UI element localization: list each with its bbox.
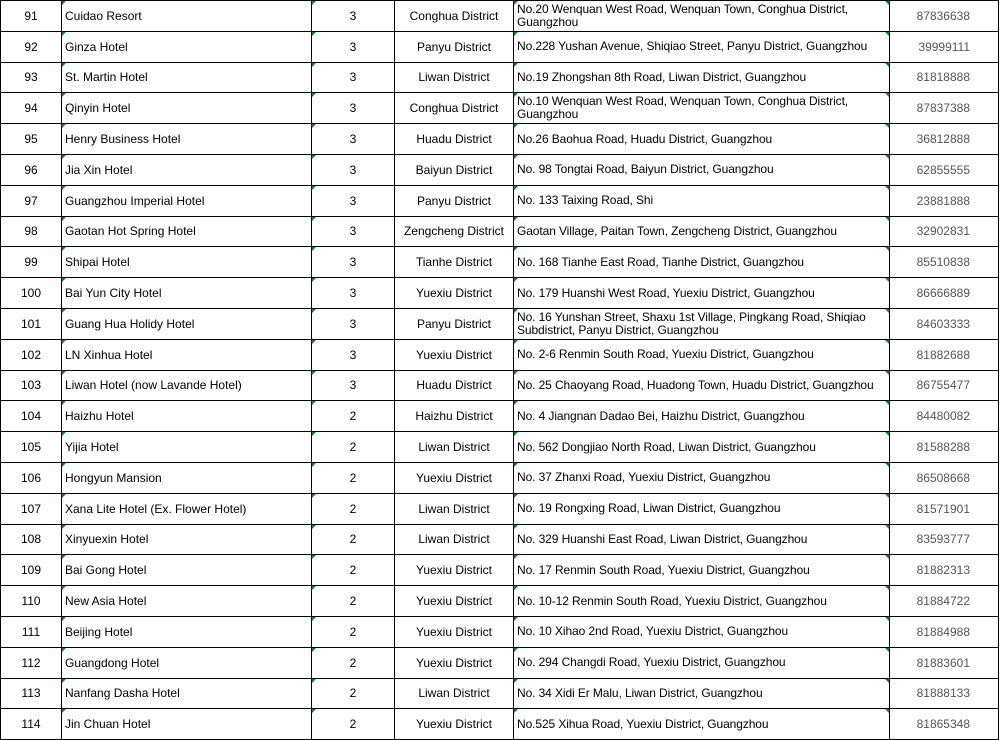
district-cell[interactable]: Yuexiu District [395,647,514,678]
row-number-cell[interactable]: 104 [1,401,62,432]
star-rating-cell[interactable]: 2 [312,432,395,463]
table-row [1,93,999,124]
star-rating-cell[interactable]: 3 [312,185,395,216]
district-cell[interactable]: Zengcheng District [395,216,514,247]
phone-cell[interactable]: 86508668 [890,462,999,493]
row-number-cell[interactable]: 112 [1,647,62,678]
address-cell[interactable]: No.20 Wenquan West Road, Wenquan Town, Conghua District, Guangzhou [514,1,890,32]
phone-cell[interactable]: 62855555 [890,154,999,185]
district-cell[interactable]: Yuexiu District [395,462,514,493]
address-cell[interactable]: No. 294 Changdi Road, Yuexiu District, Guangzhou [514,647,890,678]
row-number-cell[interactable]: 94 [1,93,62,124]
hotel-name-cell[interactable]: Liwan Hotel (now Lavande Hotel) [62,370,312,401]
table-body [1,1,999,740]
district-cell[interactable]: Panyu District [395,185,514,216]
star-rating-cell[interactable]: 3 [312,93,395,124]
star-rating-cell[interactable]: 3 [312,339,395,370]
district-cell[interactable]: Yuexiu District [395,555,514,586]
address-cell[interactable]: No. 34 Xidi Er Malu, Liwan District, Guangzhou [514,678,890,709]
row-number-cell[interactable]: 96 [1,154,62,185]
hotel-name-cell[interactable]: Qinyin Hotel [62,93,312,124]
table-row [1,31,999,62]
address-cell[interactable]: No. 16 Yunshan Street, Shaxu 1st Village, Pingkang Road, Shiqiao Subdistrict, Panyu District, Guangzhou [514,308,890,339]
row-number-cell[interactable]: 105 [1,432,62,463]
district-cell[interactable]: Conghua District [395,1,514,32]
star-rating-cell[interactable]: 3 [312,124,395,155]
hotel-name-cell[interactable]: Beijing Hotel [62,616,312,647]
address-cell[interactable]: No. 98 Tongtai Road, Baiyun District, Guangzhou [514,154,890,185]
table-row [1,216,999,247]
district-cell[interactable]: Yuexiu District [395,709,514,740]
table-row [1,616,999,647]
hotel-name-cell[interactable]: Bai Gong Hotel [62,555,312,586]
hotel-name-cell[interactable]: Cuidao Resort [62,1,312,32]
district-cell[interactable]: Liwan District [395,524,514,555]
district-cell[interactable]: Liwan District [395,62,514,93]
row-number-cell[interactable]: 113 [1,678,62,709]
table-row [1,339,999,370]
hotel-name-cell[interactable]: Gaotan Hot Spring Hotel [62,216,312,247]
phone-cell[interactable]: 81884988 [890,616,999,647]
star-rating-cell[interactable]: 3 [312,278,395,309]
hotel-name-cell[interactable]: New Asia Hotel [62,586,312,617]
table-row [1,586,999,617]
phone-cell[interactable]: 81883601 [890,647,999,678]
address-cell[interactable]: No.19 Zhongshan 8th Road, Liwan District, Guangzhou [514,62,890,93]
star-rating-cell[interactable]: 3 [312,154,395,185]
phone-cell[interactable]: 81882313 [890,555,999,586]
row-number-cell[interactable]: 100 [1,278,62,309]
hotel-name-cell[interactable]: Ginza Hotel [62,31,312,62]
star-rating-cell[interactable]: 3 [312,62,395,93]
address-cell[interactable]: No. 562 Dongjiao North Road, Liwan District, Guangzhou [514,432,890,463]
district-cell[interactable]: Liwan District [395,432,514,463]
row-number-cell[interactable]: 98 [1,216,62,247]
district-cell[interactable]: Panyu District [395,308,514,339]
row-number-cell[interactable]: 99 [1,247,62,278]
row-number-cell[interactable]: 95 [1,124,62,155]
address-cell[interactable]: No.525 Xihua Road, Yuexiu District, Guangzhou [514,709,890,740]
address-cell[interactable]: No. 37 Zhanxi Road, Yuexiu District, Guangzhou [514,462,890,493]
district-cell[interactable]: Liwan District [395,493,514,524]
hotel-name-cell[interactable]: Guang Hua Holidy Hotel [62,308,312,339]
hotel-name-cell[interactable]: Jia Xin Hotel [62,154,312,185]
star-rating-cell[interactable]: 2 [312,709,395,740]
hotel-name-cell[interactable]: Xana Lite Hotel (Ex. Flower Hotel) [62,493,312,524]
phone-cell[interactable]: 81818888 [890,62,999,93]
address-cell[interactable]: No.228 Yushan Avenue, Shiqiao Street, Panyu District, Guangzhou [514,31,890,62]
row-number-cell[interactable]: 92 [1,31,62,62]
district-cell[interactable]: Huadu District [395,124,514,155]
star-rating-cell[interactable]: 2 [312,616,395,647]
phone-cell[interactable]: 84603333 [890,308,999,339]
row-number-cell[interactable]: 103 [1,370,62,401]
table-row [1,493,999,524]
address-cell[interactable]: No. 17 Renmin South Road, Yuexiu District, Guangzhou [514,555,890,586]
district-cell[interactable]: Yuexiu District [395,278,514,309]
row-number-cell[interactable]: 91 [1,1,62,32]
address-cell[interactable]: No. 10-12 Renmin South Road, Yuexiu District, Guangzhou [514,586,890,617]
star-rating-cell[interactable]: 3 [312,1,395,32]
hotel-name-cell[interactable]: Henry Business Hotel [62,124,312,155]
row-number-cell[interactable]: 93 [1,62,62,93]
table-row [1,370,999,401]
hotel-name-cell[interactable]: LN Xinhua Hotel [62,339,312,370]
table-row [1,678,999,709]
phone-cell[interactable]: 23881888 [890,185,999,216]
district-cell[interactable]: Yuexiu District [395,339,514,370]
table-row [1,124,999,155]
phone-cell[interactable]: 81882688 [890,339,999,370]
phone-cell[interactable]: 81884722 [890,586,999,617]
star-rating-cell[interactable]: 2 [312,524,395,555]
address-cell[interactable]: No. 168 Tianhe East Road, Tianhe District, Guangzhou [514,247,890,278]
row-number-cell[interactable]: 97 [1,185,62,216]
address-cell[interactable]: No.10 Wenquan West Road, Wenquan Town, Conghua District, Guangzhou [514,93,890,124]
phone-cell[interactable]: 84480082 [890,401,999,432]
row-number-cell[interactable]: 102 [1,339,62,370]
hotel-name-cell[interactable]: Haizhu Hotel [62,401,312,432]
district-cell[interactable]: Panyu District [395,31,514,62]
district-cell[interactable]: Huadu District [395,370,514,401]
star-rating-cell[interactable]: 3 [312,308,395,339]
star-rating-cell[interactable]: 2 [312,647,395,678]
address-cell[interactable]: No.26 Baohua Road, Huadu District, Guangzhou [514,124,890,155]
star-rating-cell[interactable]: 3 [312,31,395,62]
hotel-name-cell[interactable]: Xinyuexin Hotel [62,524,312,555]
table-row [1,555,999,586]
table-row [1,462,999,493]
table-row [1,1,999,32]
row-number-cell[interactable]: 107 [1,493,62,524]
phone-cell[interactable]: 36812888 [890,124,999,155]
district-cell[interactable]: Yuexiu District [395,586,514,617]
district-cell[interactable]: Liwan District [395,678,514,709]
phone-cell[interactable]: 86755477 [890,370,999,401]
star-rating-cell[interactable]: 3 [312,247,395,278]
table-row [1,709,999,740]
address-cell[interactable]: Gaotan Village, Paitan Town, Zengcheng District, Guangzhou [514,216,890,247]
row-number-cell[interactable]: 114 [1,709,62,740]
district-cell[interactable]: Tianhe District [395,247,514,278]
hotel-name-cell[interactable]: Guangzhou Imperial Hotel [62,185,312,216]
phone-cell[interactable]: 86666889 [890,278,999,309]
address-cell[interactable]: No. 25 Chaoyang Road, Huadong Town, Huadu District, Guangzhou [514,370,890,401]
row-number-cell[interactable]: 109 [1,555,62,586]
hotel-name-cell[interactable]: Guangdong Hotel [62,647,312,678]
hotel-name-cell[interactable]: Bai Yun City Hotel [62,278,312,309]
phone-cell[interactable]: 32902831 [890,216,999,247]
row-number-cell[interactable]: 106 [1,462,62,493]
table-row [1,154,999,185]
star-rating-cell[interactable]: 2 [312,401,395,432]
address-cell[interactable]: No. 4 Jiangnan Dadao Bei, Haizhu District, Guangzhou [514,401,890,432]
address-cell[interactable]: No. 10 Xihao 2nd Road, Yuexiu District, Guangzhou [514,616,890,647]
star-rating-cell[interactable]: 3 [312,216,395,247]
address-cell[interactable]: No. 19 Rongxing Road, Liwan District, Guangzhou [514,493,890,524]
star-rating-cell[interactable]: 2 [312,678,395,709]
hotel-name-cell[interactable]: Yijia Hotel [62,432,312,463]
address-cell[interactable]: No. 133 Taixing Road, Shi [514,185,890,216]
table-row [1,247,999,278]
row-number-cell[interactable]: 108 [1,524,62,555]
table-row [1,524,999,555]
star-rating-cell[interactable]: 2 [312,493,395,524]
hotel-name-cell[interactable]: St. Martin Hotel [62,62,312,93]
phone-cell[interactable]: 85510838 [890,247,999,278]
phone-cell[interactable]: 81865348 [890,709,999,740]
phone-cell[interactable]: 81588288 [890,432,999,463]
phone-cell[interactable]: 83593777 [890,524,999,555]
phone-cell[interactable]: 87837388 [890,93,999,124]
district-cell[interactable]: Baiyun District [395,154,514,185]
address-cell[interactable]: No. 329 Huanshi East Road, Liwan District, Guangzhou [514,524,890,555]
table-row [1,62,999,93]
address-cell[interactable]: No. 179 Huanshi West Road, Yuexiu District, Guangzhou [514,278,890,309]
district-cell[interactable]: Yuexiu District [395,616,514,647]
phone-cell[interactable]: 87836638 [890,1,999,32]
address-cell[interactable]: No. 2-6 Renmin South Road, Yuexiu District, Guangzhou [514,339,890,370]
table-row [1,278,999,309]
star-rating-cell[interactable]: 2 [312,555,395,586]
row-number-cell[interactable]: 101 [1,308,62,339]
hotel-name-cell[interactable]: Jin Chuan Hotel [62,709,312,740]
table-row [1,185,999,216]
district-cell[interactable]: Conghua District [395,93,514,124]
phone-cell[interactable]: 39999111 [890,31,999,62]
table-row [1,647,999,678]
hotel-name-cell[interactable]: Hongyun Mansion [62,462,312,493]
district-cell[interactable]: Haizhu District [395,401,514,432]
star-rating-cell[interactable]: 2 [312,462,395,493]
star-rating-cell[interactable]: 3 [312,370,395,401]
star-rating-cell[interactable]: 2 [312,586,395,617]
phone-cell[interactable]: 81888133 [890,678,999,709]
row-number-cell[interactable]: 111 [1,616,62,647]
phone-cell[interactable]: 81571901 [890,493,999,524]
hotel-name-cell[interactable]: Shipai Hotel [62,247,312,278]
table-row [1,308,999,339]
hotel-name-cell[interactable]: Nanfang Dasha Hotel [62,678,312,709]
table-row [1,401,999,432]
row-number-cell[interactable]: 110 [1,586,62,617]
table-row [1,432,999,463]
